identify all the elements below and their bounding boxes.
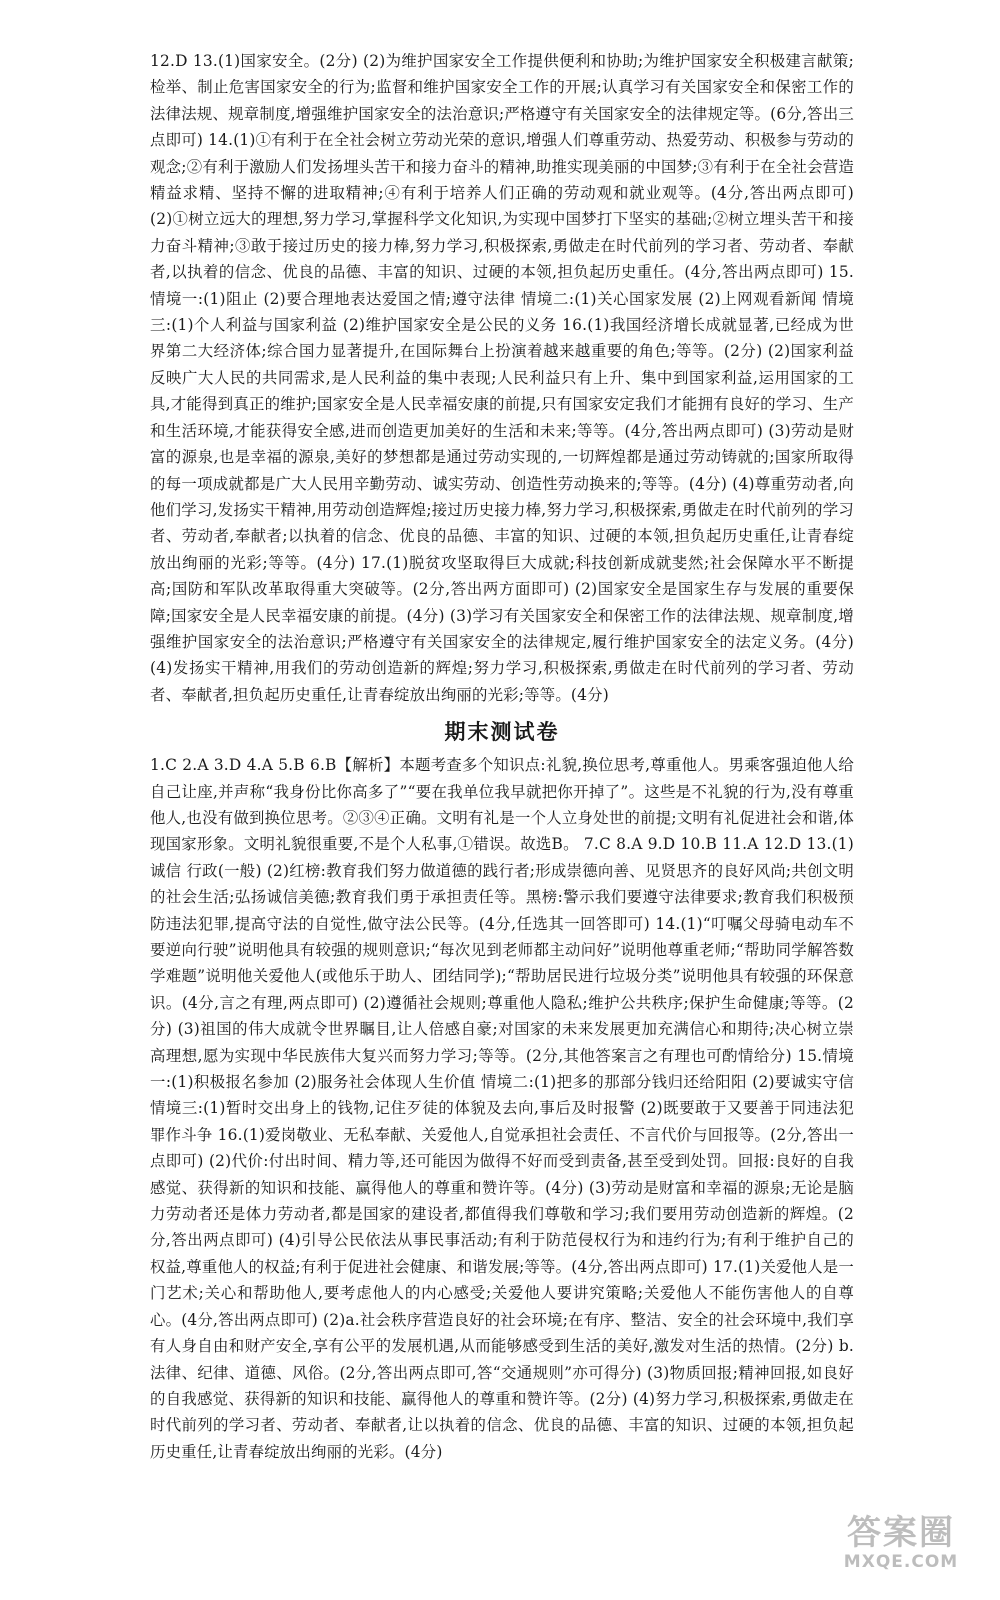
watermark-logo (826, 1514, 976, 1578)
answer-section-previous: 12.D 13.(1)国家安全。(2分) (2)为维护国家安全工作提供便利和协助;为维护国家安全积极建言献策;检举、制止危害国家安全的行为;监督和维护国家安全工作的开展;认真学习有关国家安全和保密工作的法律法规、规章制度,增强维护国家安全的法治意识;严格遵守有关国家安全的法律规定等。(6分,答出三点即可) 14.(1)①有利于在全社会树立劳动光荣的意识,增强人们尊重劳动、热爱劳动、积极参与劳动的观念;②有利于激励人们发扬埋头苦干和接力奋斗的精神,助推实现美丽的中国梦;③有利于在全社会营造精益求精、坚持不懈的进取精神;④有利于培养人们正确的劳动观和就业观等。(4分,答出两点即可) (2)①树立远大的理想,努力学习,掌握科学文化知识,为实现中国梦打下坚实的基础;②树立埋头苦干和接力奋斗精神;③敢于接过历史的接力棒,努力学习,积极探索,勇做走在时代前列的学习者、劳动者、奉献者,以执着的信念、优良的品德、丰富的知识、过硬的本领,担负起历史重任。(4分,答出两点即可) 15.情境一:(1)阻止 (2)要合理地表达爱国之情;遵守法律 情境二:(1)关心国家发展 (2)上网观看新闻 情境三:(1)个人利益与国家利益 (2)维护国家安全是公民的义务 16.(1)我国经济增长成就显著,已经成为世界第二大经济体;综合国力显著提升,在国际舞台上扮演着越来越重要的角色;等等。(2分) (2)国家利益反映广大人民的共同需求,是人民利益的集中表现;人民利益只有上升、集中到国家利益,运用国家的工具,才能得到真正的维护;国家安全是人民幸福安康的前提,只有国家安定我们才能拥有良好的学习、生产和生活环境,才能获得安全感,进而创造更加美好的生活和未来;等等。(4分,答出两点即可) (3)劳动是财富的源泉,也是幸福的源泉,美好的梦想都是通过劳动实现的,一切辉煌都是通过劳动铸就的;国家所取得的每一项成就都是广大人民用辛勤劳动、诚实劳动、创造性劳动换来的;等等。(4分) (4)尊重劳动者,向他们学习,发扬实干精神,用劳动创造辉煌;接过历史接力棒,努力学习,积极探索,勇做走在时代前列的学习者、劳动者,奉献者;以执着的信念、优良的品德、丰富的知识、过硬的本领,担负起历史重任,让青春绽放出绚丽的光彩;等等。(4分) 17.(1)脱贫攻坚取得巨大成就;科技创新成就斐然;社会保障水平不断提高;国防和军队改革取得重大突破等。(2分,答出两方面即可) (2)国家安全是国家生存与发展的重要保障;国家安全是人民幸福安康的前提。(4分) (3)学习有关国家安全和保密工作的法律法规、规章制度,增强维护国家安全的法治意识;严格遵守有关国家安全的法律规定,履行维护国家安全的法定义务。(4分) (4)发扬实干精神,用我们的劳动创造新的辉煌;努力学习,积极探索,勇做走在时代前列的学习者、劳动者、奉献者,担负起历史重任,让青春绽放出绚丽的光彩;等等。(4分) (150, 52, 854, 704)
watermark-url: MXQE.COM (843, 1552, 959, 1572)
watermark-title: 答案圈 (847, 1513, 955, 1553)
section-heading: 期末测试卷 (444, 719, 560, 745)
answer-section-final-exam: 1.C 2.A 3.D 4.A 5.B 6.B【解析】本题考查多个知识点:礼貌,换位思考,尊重他人。男乘客强迫他人给自己让座,并声称“我身份比你高多了”“要在我单位我早就把你开掉了”。这些是不礼貌的行为,没有尊重他人,也没有做到换位思考。②③④正确。文明有礼是一个人立身处世的前提;文明有礼促进社会和谐,体现国家形象。文明礼貌很重要,不是个人私事,①错误。故选B。 7.C 8.A 9.D 10.B 11.A 12.D 13.(1)诚信 行政(一般) (2)红榜:教育我们努力做道德的践行者;形成崇德向善、见贤思齐的良好风尚;共创文明的社会生活;弘扬诚信美德;教育我们勇于承担责任等。黑榜:警示我们要遵守法律要求;教育我们积极预防违法犯罪,提高守法的自觉性,做守法公民等。(4分,任选其一回答即可) 14.(1)“叮嘱父母骑电动车不要逆向行驶”说明他具有较强的规则意识;“每次见到老师都主动问好”说明他尊重老师;“帮助同学解答数学难题”说明他关爱他人(或他乐于助人、团结同学);“帮助居民进行垃圾分类”说明他具有较强的环保意识。(4分,言之有理,两点即可) (2)遵循社会规则;尊重他人隐私;维护公共秩序;保护生命健康;等等。(2分) (3)祖国的伟大成就令世界瞩目,让人倍感自豪;对国家的未来发展更加充满信心和期待;决心树立崇高理想,愿为实现中华民族伟大复兴而努力学习;等等。(2分,其他答案言之有理也可酌情给分) 15.情境一:(1)积极报名参加 (2)服务社会体现人生价值 情境二:(1)把多的那部分钱归还给阳阳 (2)要诚实守信 情境三:(1)暂时交出身上的钱物,记住歹徒的体貌及去向,事后及时报警 (2)既要敢于又要善于同违法犯罪作斗争 16.(1)爱岗敬业、无私奉献、关爱他人,自觉承担社会责任、不言代价与回报等。(2分,答出一点即可) (2)代价:付出时间、精力等,还可能因为做得不好而受到责备,甚至受到处罚。回报:良好的自我感觉、获得新的知识和技能、赢得他人的尊重和赞许等。(4分) (3)劳动是财富和幸福的源泉;无论是脑力劳动者还是体力劳动者,都是国家的建设者,都值得我们尊敬和学习;我们要用劳动创造新的辉煌。(2分,答出两点即可) (4)引导公民依法从事民事活动;有利于防范侵权行为和违约行为;有利于维护自己的权益,尊重他人的权益;有利于促进社会健康、和谐发展;等等。(4分,答出两点即可) 17.(1)关爱他人是一门艺术;关心和帮助他人,要考虑他人的内心感受;关爱他人要讲究策略;关爱他人不能伤害他人的自尊心。(4分,答出两点即可) (2)a.社会秩序营造良好的社会环境;在有序、整洁、安全的社会环境中,我们享有人身自由和财产安全,享有公平的发展机遇,从而能够感受到生活的美好,激发对生活的热情。(2分) b.法律、纪律、道德、风俗。(2分,答出两点即可,答“交通规则”亦可得分) (3)物质回报;精神回报,如良好的自我感觉、获得新的知识和技能、赢得他人的尊重和赞许等。(2分) (4)努力学习,积极探索,勇做走在时代前列的学习者、劳动者、奉献者,让以执着的信念、优良的品德、丰富的知识、过硬的本领,担负起历史重任,让青春绽放出绚丽的光彩。(4分) (150, 756, 854, 1461)
answer-column (150, 48, 854, 1465)
